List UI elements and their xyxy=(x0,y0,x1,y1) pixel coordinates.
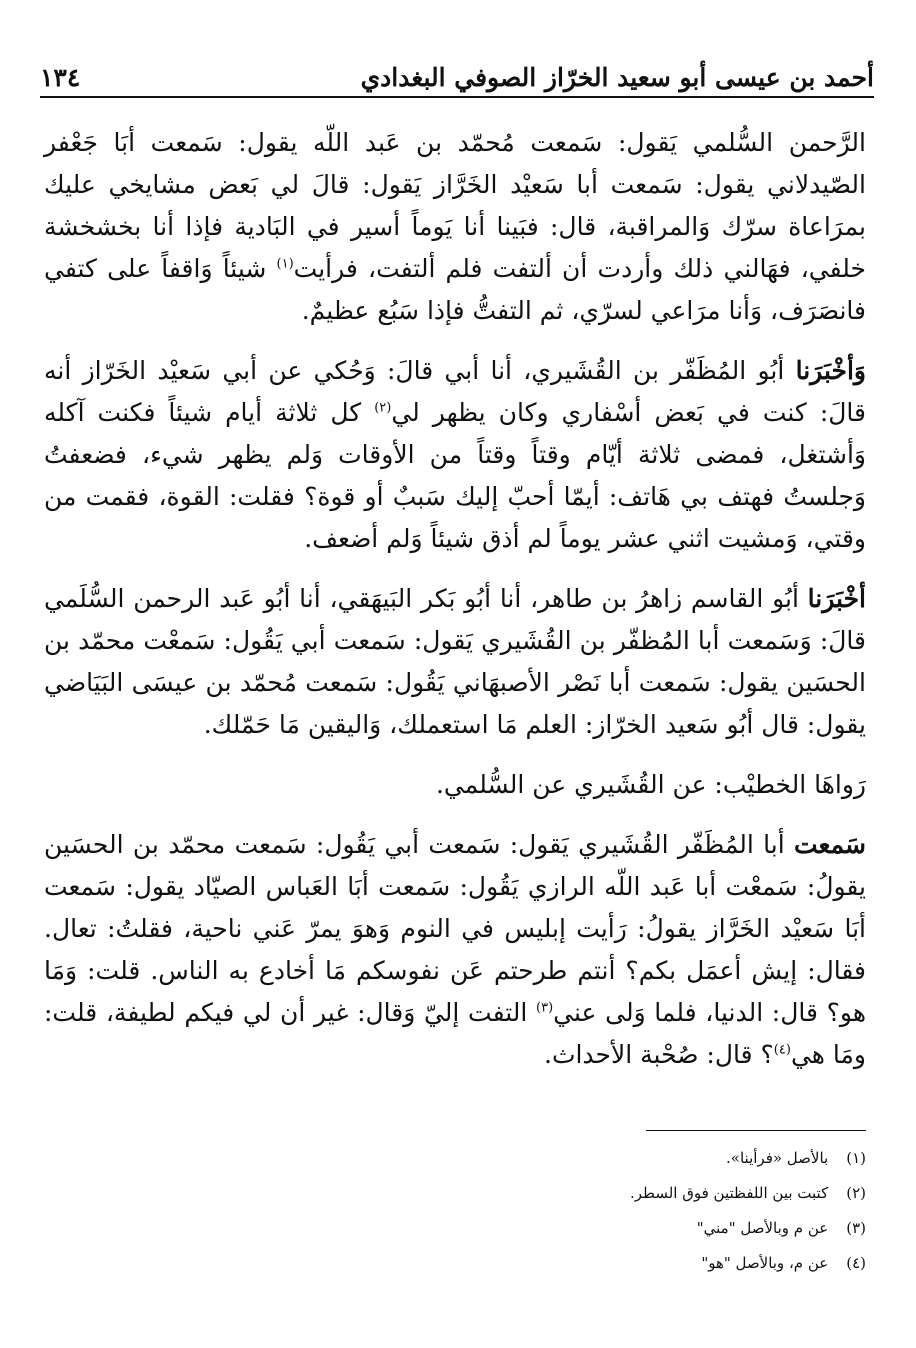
footnote xyxy=(40,1246,866,1281)
paragraph xyxy=(44,824,866,1076)
footnote xyxy=(40,1211,866,1246)
paragraph-lead-word: وَأخْبَرَنا xyxy=(795,356,866,385)
paragraph-text: أبُو القاسم زاهرُ بن طاهر، أنا أبُو بَكر البَيهَقي، أنا أبُو عَبد الرحمن السُّلَمي قالَ: وَسَمعت أبا المُظفّر بن القُشَيري يَقول: سَمعت أبي يَقُول: سَمعْت محمّد بن الحسَين يقول: سَمعت أبا نَصْر الأصبهَاني يَقُول: سَمعت مُحمّد بن عيسَى البَيَاضي يقول: قال أبُو سَعيد الخرّاز: العلم مَا استعملك، وَاليقين مَا حَمّلك. xyxy=(44,584,866,739)
main-text xyxy=(44,122,866,1094)
footnote-text: بالأصل «فرأينا». xyxy=(726,1149,829,1167)
paragraph xyxy=(44,764,866,806)
footnote-ref: (١) xyxy=(276,256,294,272)
footnote-number: (٢) xyxy=(846,1184,866,1202)
paragraph-text: التفت إليّ وَقال: غير أن لي فيكم لطيفة، قلت: ومَا هي xyxy=(44,998,866,1069)
paragraph-text: أبُو المُظَفّر بن القُشَيري، أنا أبي قالَ: وَحُكي عن أبي سَعيْد الخَرّاز أنه قالَ: كنت في بَعض أسْفاري وكان يظهر لي xyxy=(44,356,866,427)
paragraph-lead-word: أخْبَرَنا xyxy=(807,584,866,613)
paragraph-lead-word: سَمعت xyxy=(793,830,866,859)
footnote xyxy=(40,1176,866,1211)
footnote-number: (٤) xyxy=(846,1254,866,1272)
footnote-ref: (٤) xyxy=(773,1042,791,1058)
page-number: ١٣٤ xyxy=(40,63,81,92)
footnote-text: عن م وبالأصل "مني" xyxy=(696,1219,829,1237)
paragraph xyxy=(44,122,866,332)
paragraph-text: شيئاً وَاقفاً على كتفي فانصَرَف، وَأنا مرَاعي لسرّي، ثم التفتُّ فإذا سَبُع عظيمٌ. xyxy=(44,254,866,325)
footnote-number: (٣) xyxy=(846,1219,866,1237)
footnote-ref: (٢) xyxy=(374,400,392,416)
paragraph-text: أبا المُظَفّر القُشَيري يَقول: سَمعت أبي يَقُول: سَمعت محمّد بن الحسَين يقولُ: سَمعْت أبا عَبد اللّه الرازي يَقُول: سَمعت أبَا العَباس الصيّاد يقول: سَمعت أبَا سَعيْد الخَرَّاز يقولُ: رَأيت إبليس في النوم وَهوَ يمرّ عَني ناحية، فقلتُ: تعال. فقال: إيش أعمَل بكم؟ أنتم طرحتم عَن نفوسكم مَا أخادع به الناس. قلت: وَمَا هو؟ قال: الدنيا، فلما وَلى عني xyxy=(44,830,866,1027)
paragraph-text: رَواهَا الخطيْب: عن القُشَيري عن السُّلمي. xyxy=(435,770,866,799)
footnote-text: عن م، وبالأصل "هو" xyxy=(701,1254,829,1272)
paragraph xyxy=(44,578,866,746)
page-header xyxy=(40,58,874,98)
paragraph xyxy=(44,350,866,560)
footnote-ref: (٣) xyxy=(536,1000,554,1016)
running-title: أحمد بن عيسى أبو سعيد الخرّاز الصوفي البغدادي xyxy=(360,63,874,92)
footnote-text: كتبت بين اللفظتين فوق السطر. xyxy=(630,1184,829,1202)
footnote-number: (١) xyxy=(846,1149,866,1167)
paragraph-text: ؟ قال: صُحْبة الأحداث. xyxy=(544,1040,774,1069)
paragraph-text: كل ثلاثة أيام شيئاً فكنت آكله وَأشتغل، فمضى ثلاثة أيّام وقتاً وقتاً من الأوقات وَلم يظهر شيء، فضعفتُ وَجلستُ فهتف بي هَاتف: أيمّا أحبّ إليك سَببٌ أو قوة؟ فقلت: القوة، فقمت من وقتي، وَمشيت اثني عشر يوماً لم أذق شيئاً وَلم أضعف. xyxy=(44,398,866,553)
footnotes xyxy=(40,1130,866,1281)
footnote xyxy=(40,1141,866,1176)
paragraph-text: الرَّحمن السُّلمي يَقول: سَمعت مُحمّد بن عَبد اللّه يقول: سَمعت أبَا جَعْفر الصّيدلاني يقول: سَمعت أبا سَعيْد الخَرَّاز يَقول: قالَ لي بَعض مشايخي عليك بمرَاعاة سرّك وَالمراقبة، قال: فبَينا أنا يَوماً أسير في البَادية فإذا أنا بخشخشة خلفي، فهَالني ذلك وأردت أن ألتفت فلم ألتفت، فرأيت xyxy=(44,128,866,283)
footnote-divider xyxy=(646,1130,866,1131)
